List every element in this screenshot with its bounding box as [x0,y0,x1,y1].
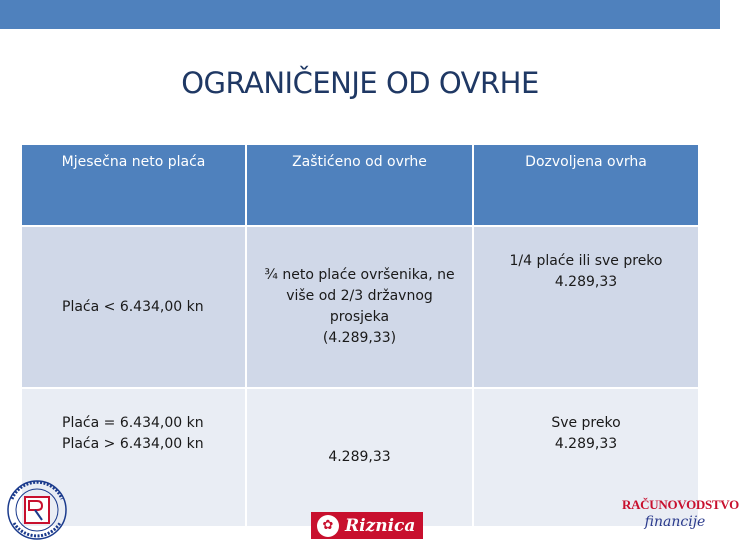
cell-line: 4.289,33 [554,436,618,452]
cell-line: Sve preko [551,415,621,431]
header-allowed: Dozvoljena ovrha [473,144,699,226]
table-row [21,226,699,388]
cell-line: Plaća = 6.434,00 kn [62,415,204,431]
cell-line: više od 2/3 državnog [286,288,433,304]
cell-line: 4.289,33 [554,274,618,290]
cell-protected [246,226,473,388]
table-header-row [21,144,699,226]
cell-line: ¾ neto plaće ovršenika, ne [264,267,455,283]
riznica-logo [311,512,423,539]
cell-protected [246,388,473,527]
top-accent-bar [0,0,720,29]
cell-line: Plaća < 6.434,00 kn [62,298,204,315]
logo-text-financije: financije [644,514,706,530]
cell-line: prosjeka [329,309,390,325]
racunovodstvo-financije-logo [622,497,739,539]
slide-title: OGRANIČENJE OD OVRHE [181,66,539,100]
cell-line: (4.289,33) [322,330,397,346]
header-monthly-net-salary: Mjesečna neto plaća [21,144,246,226]
cell-allowed [473,226,699,388]
cell-line: 4.289,33 [328,449,391,465]
table-row [21,388,699,527]
riznica-emblem-icon: ✿ [317,515,339,537]
logo-text-racunovodstvo: RAČUNOVODSTVO [622,497,739,512]
association-seal-logo [4,477,70,540]
header-protected: Zaštićeno od ovrhe [246,144,473,226]
cell-salary [21,226,246,388]
riznica-logo-text: Riznica [345,515,416,536]
cell-line: Plaća > 6.434,00 kn [62,436,204,452]
garnishment-table [20,143,700,528]
cell-line: 1/4 plaće ili sve preko [509,253,663,269]
